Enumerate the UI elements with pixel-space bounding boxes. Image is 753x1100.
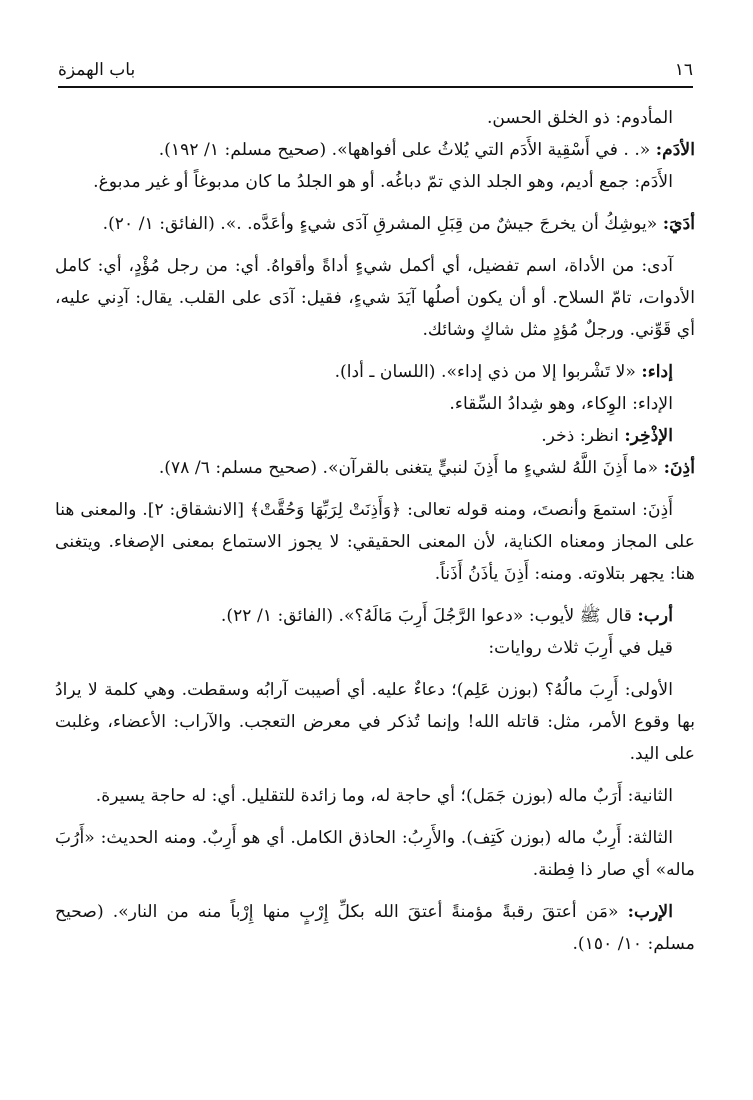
headword: أذِنَ:: [663, 458, 695, 478]
paragraph-text: «يوشِكُ أن يخرجَ جيشٌ من قِبَلِ المشرقِ آدَى شيءٍ وأعَدَّه. .». (الفائق: ١/ ٢٠).: [102, 214, 663, 234]
paragraph: [55, 674, 695, 770]
paragraph-text: قيل في أَرِبَ ثلاث روايات:: [488, 638, 673, 658]
page-body: [55, 102, 695, 960]
headword: الإذْخِر:: [624, 426, 673, 446]
paragraph: [55, 822, 695, 886]
paragraph-text: الثانية: أَرَبٌ ماله (بوزن جَمَل)؛ أي حاجة له، وما زائدة للتقليل. أي: له حاجة يسيرة.: [95, 786, 673, 806]
paragraph: [55, 388, 695, 420]
paragraph-text: «ما أَذِنَ اللَّهُ لشيءٍ ما أَذِنَ لنبيٍّ يتغنى بالقرآن». (صحيح مسلم: ٦/ ٧٨).: [158, 458, 664, 478]
paragraph: [55, 494, 695, 590]
paragraph-text: «. . في أَسْقِية الأَدَم التي يُلاثُ على أفواهها». (صحيح مسلم: ١/ ١٩٢).: [158, 140, 656, 160]
paragraph-text: أَذِنَ: استمعَ وأنصتَ، ومنه قوله تعالى: ﴿وَأَذِنَتْ لِرَبِّهَا وَحُقَّتْ﴾ [الانشقاق: ٢]. والمعنى هنا على المجاز ومعناه الكناية، لأن المعنى الحقيقي: لا يجوز الاستماع بمعنى الإصغاء. ويتغنى هنا: يجهر بتلاوته. ومنه: أَذِنَ يأذَنُ أَذَناً.: [55, 500, 695, 584]
paragraph: [55, 600, 695, 632]
paragraph-text: «مَن أعتقَ رقبةً مؤمنةً أعتقَ الله بكلِّ إِرْبٍ منها إِرْباً منه من النار». (صحيح مسلم: ١٠/ ١٥٠).: [55, 902, 695, 954]
headword: إداء:: [641, 362, 673, 382]
paragraph-text: آدى: من الأداة، اسم تفضيل، أي أكمل شيءٍ أداةً وأقواهُ. أي: من رجل مُؤْدٍ، أي: كامل الأدوات، تامّ السلاح. أو أن يكون أصلُها آيَدَ شيءٍ، فقيل: آدَى على القلب. يقال: آدِني عليه، أي قَوِّني. ورجلٌ مُؤدٍ مثل شاكٍ وشائك.: [55, 256, 695, 340]
paragraph: [55, 780, 695, 812]
paragraph-text: الأولى: أَرِبَ مالُهُ؟ (بوزن عَلِم)؛ دعاءٌ عليه. أي أصيبت آرابُه وسقطت. وهي كلمة لا يرادُ بها وقوع الأمر، مثل: قاتله الله! وإنما تُذكر في معرض التعجب. والآراب: الأعضاء، وغلبت على اليد.: [55, 680, 695, 764]
paragraph: [55, 102, 695, 134]
paragraph-text: الأَدَم: جمع أديم، وهو الجلد الذي تمّ دباغُه. أو هو الجلدُ ما كان مدبوغاً أو غير مدبوغ.: [93, 172, 673, 192]
page-header: [58, 58, 693, 88]
paragraph: [55, 452, 695, 484]
paragraph: [55, 896, 695, 960]
paragraph-text: «لا تَشْربوا إلا من ذي إداء». (اللسان ـ أدا).: [334, 362, 642, 382]
paragraph: [55, 632, 695, 664]
headword: أرب:: [637, 606, 673, 626]
paragraph-text: الإداء: الوِكاء، وهو شِدادُ السِّقاء.: [449, 394, 673, 414]
running-title: باب الهمزة: [58, 60, 136, 80]
paragraph: [55, 166, 695, 198]
page-number: ١٦: [674, 60, 693, 80]
paragraph: [55, 356, 695, 388]
paragraph-text: قال ﷺ لأيوب: «دعوا الرَّجُلَ أَرِبَ مَالَهُ؟». (الفائق: ١/ ٢٢).: [220, 606, 638, 626]
paragraph-text: الثالثة: أَرِبٌ ماله (بوزن كَتِف). والأَرِبُ: الحاذق الكامل. أي هو أَرِبٌ. ومنه الحديث: «أَرُبَ ماله» أي صار ذا فِطنة.: [55, 828, 695, 880]
headword: الأدَم:: [655, 140, 695, 160]
paragraph-text: المأدوم: ذو الخلق الحسن.: [486, 108, 673, 128]
headword: الإرب:: [627, 902, 673, 922]
paragraph-text: انظر: ذخر.: [541, 426, 625, 446]
paragraph: [55, 134, 695, 166]
headword: أدَيَ:: [662, 214, 695, 234]
paragraph: [55, 208, 695, 240]
paragraph: [55, 420, 695, 452]
paragraph: [55, 250, 695, 346]
